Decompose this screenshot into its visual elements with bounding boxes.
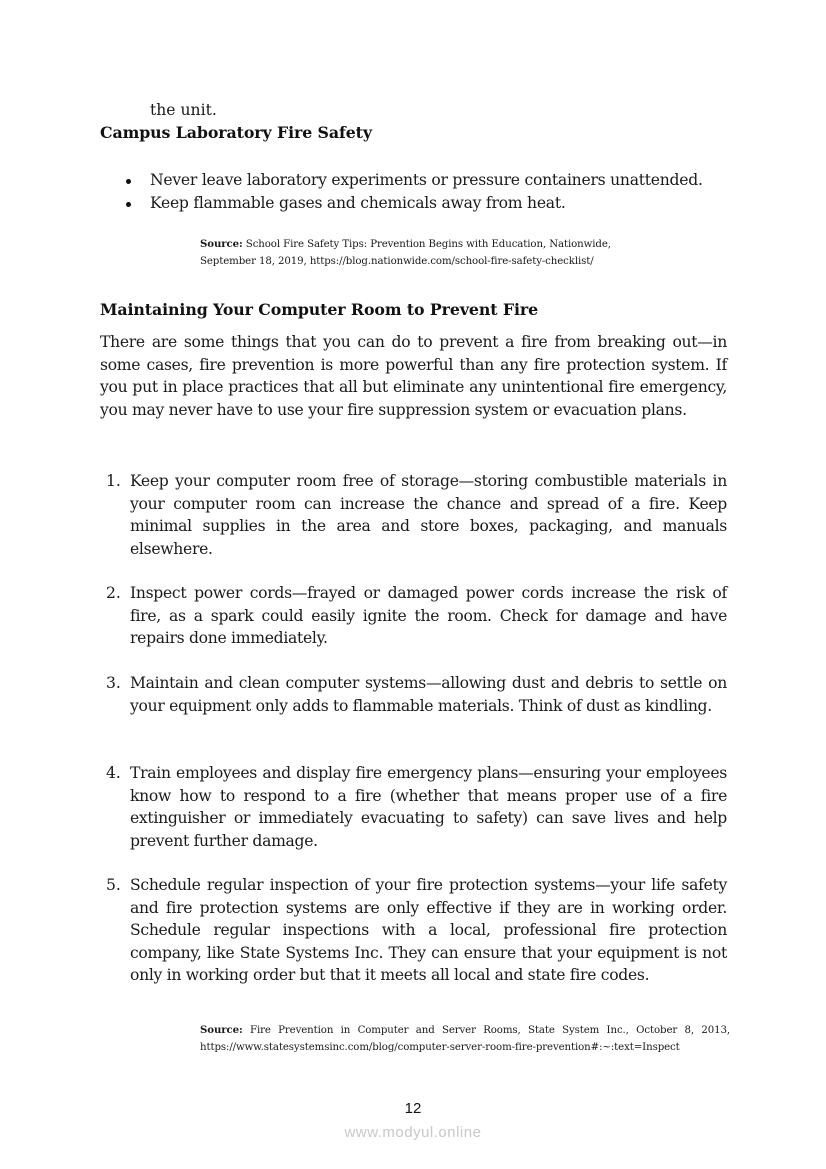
list-item	[100, 582, 727, 650]
list-text: Keep your computer room free of storage—storing combustible materials in your computer room can increase the chance and spread of a fire. Keep minimal supplies in the area and store boxes, packaging, and manuals elsewhere.	[130, 472, 727, 558]
list-item	[100, 470, 727, 560]
source-citation	[200, 1022, 730, 1056]
source-text: Fire Prevention in Computer and Server Rooms, State System Inc., October 8, 2013, https://www.statesystemsinc.com/blog/computer-server-room-fire-prevention#:~:text=Inspect	[200, 1025, 730, 1053]
list-text: Train employees and display fire emergency plans—ensuring your employees know how to respond to a fire (whether that means proper use of a fire extinguisher or immediately evacuating to safety) can save lives and help prevent further damage.	[130, 764, 727, 850]
bullet-text: Keep flammable gases and chemicals away from heat.	[150, 194, 566, 212]
source-text: School Fire Safety Tips: Prevention Begins with Education, Nationwide, September 18, 2019, https://blog.nationwide.com/school-fire-safety-checklist/	[200, 239, 611, 267]
bullet-icon	[126, 202, 131, 207]
page-number: 12	[404, 1100, 422, 1117]
bullet-icon	[126, 179, 131, 184]
list-text: Maintain and clean computer systems—allowing dust and debris to settle on your equipment only adds to flammable materials. Think of dust as kindling.	[130, 674, 727, 715]
list-number: 1.	[106, 472, 121, 490]
source-citation	[200, 236, 660, 270]
list-text: Schedule regular inspection of your fire protection systems—your life safety and fire protection systems are only effective if they are in working order. Schedule regular inspections with a local, professional fire protection company, like State Systems Inc. They can ensure that your equipment is not only in working order but that it meets all local and state fire codes.	[130, 876, 727, 985]
list-number: 4.	[106, 764, 121, 782]
list-text: Inspect power cords—frayed or damaged power cords increase the risk of fire, as a spark could easily ignite the room. Check for damage and have repairs done immediately.	[130, 584, 727, 648]
list-number: 5.	[106, 876, 121, 894]
bullet-item	[100, 192, 740, 215]
bullet-list	[100, 169, 740, 215]
intro-paragraph: There are some things that you can do to prevent a fire from breaking out—in some cases, fire prevention is more powerful than any fire protection system. If you put in place practices that all but eliminate any unintentional fire emergency, you may never have to use your fire suppression system or evacuation plans.	[100, 333, 727, 419]
bullet-text: Never leave laboratory experiments or pressure containers unattended.	[150, 171, 703, 189]
source-label: Source:	[200, 1024, 243, 1036]
list-number: 3.	[106, 674, 121, 692]
section-heading-campus-lab: Campus Laboratory Fire Safety	[100, 123, 372, 142]
list-item	[100, 672, 727, 717]
bullet-item	[100, 169, 740, 192]
list-item	[100, 762, 727, 852]
continuation-text: the unit.	[150, 101, 217, 119]
list-item	[100, 874, 727, 987]
section-heading-computer-room: Maintaining Your Computer Room to Prevent Fire	[100, 300, 539, 319]
list-number: 2.	[106, 584, 121, 602]
source-label: Source:	[200, 238, 243, 250]
watermark: www.modyul.online	[344, 1124, 482, 1141]
